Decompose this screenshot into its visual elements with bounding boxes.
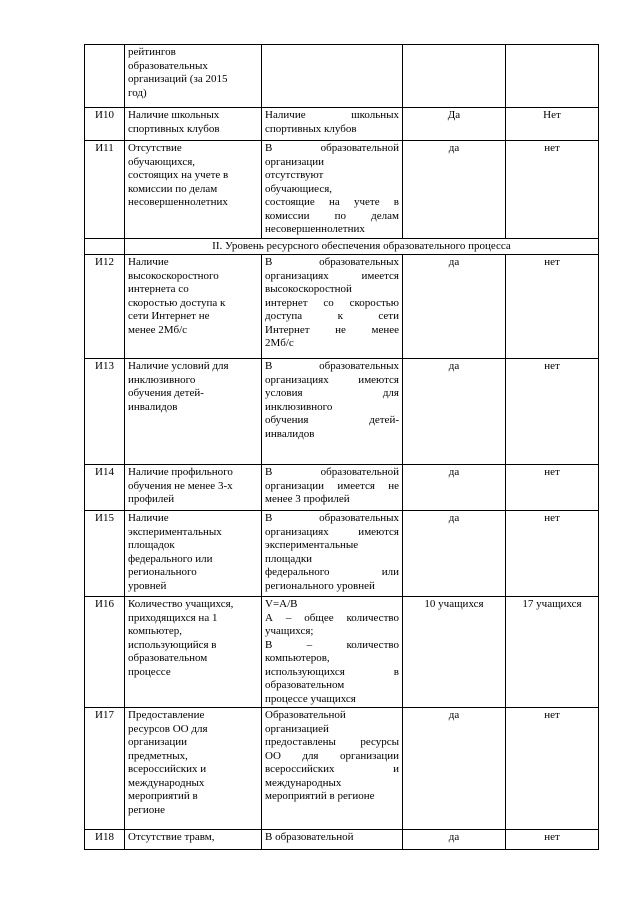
indicator-description-line: несовершеннолетних <box>265 223 365 235</box>
indicator-name-line: Наличие условий для <box>128 360 229 372</box>
indicator-description-line: процессе учащихся <box>265 692 356 705</box>
indicator-name <box>125 359 262 465</box>
indicator-name-line: уровней <box>128 579 167 592</box>
indicator-name-line: ресурсов ОО для <box>128 722 208 735</box>
indicator-name <box>125 511 262 597</box>
indicator-description-line: состоящие на учете в <box>265 196 399 208</box>
indicator-description <box>262 359 403 465</box>
indicator-description-line: площадки <box>265 552 313 565</box>
indicator-description <box>262 465 403 511</box>
indicator-name-line: обучающихся, <box>128 155 196 168</box>
indicator-id: И13 <box>85 359 125 465</box>
indicator-name <box>125 255 262 359</box>
indicator-description-line: обучающиеся, <box>265 182 333 195</box>
value-column-1: да <box>403 359 506 465</box>
indicator-name-line: комиссии по делам <box>128 182 218 195</box>
indicator-name-line: компьютер, <box>128 625 182 637</box>
indicator-description-line: организации имеется не <box>265 479 399 492</box>
indicator-description-line: В образовательных <box>265 360 399 372</box>
indicator-name-line: организаций (за 2015 <box>128 73 228 85</box>
indicator-name-line: Наличие <box>128 512 169 524</box>
indicator-description <box>262 708 403 830</box>
indicator-description-line: обучения детей- <box>265 414 399 426</box>
table-row <box>85 708 599 830</box>
indicator-description-line: федерального или <box>265 566 399 578</box>
table-row <box>85 597 599 708</box>
table-row <box>85 359 599 465</box>
indicator-description-line: А – общее количество <box>265 611 399 624</box>
indicator-name-line: Наличие профильного <box>128 466 233 478</box>
indicator-description-line: организации <box>265 155 325 168</box>
indicator-name-line: использующийся в <box>128 638 217 651</box>
indicator-name-line: год) <box>128 86 147 99</box>
indicator-description-line: отсутствуют <box>265 169 324 181</box>
indicator-id <box>85 45 125 108</box>
indicator-description-line: инклюзивного <box>265 400 333 413</box>
value-column-2: нет <box>506 511 599 597</box>
indicator-name-line: образовательном <box>128 652 208 664</box>
indicator-name-line: интернета со <box>128 283 189 295</box>
indicator-description-line: регионального уровней <box>265 579 375 592</box>
indicator-description-line: организацией <box>265 722 329 735</box>
section-header-row <box>85 238 599 255</box>
value-column-2: нет <box>506 141 599 239</box>
indicator-description-line: В – количество <box>265 638 399 651</box>
indicator-description-line: использующихся в <box>265 665 399 678</box>
indicator-name-line: спортивных клубов <box>128 122 220 135</box>
indicators-table <box>84 44 599 850</box>
indicator-name-line: регионе <box>128 803 166 816</box>
indicator-description <box>262 597 403 708</box>
indicator-name-line: Предоставление <box>128 709 205 721</box>
indicator-description-line: ОО для организации <box>265 749 399 762</box>
value-column-2: нет <box>506 830 599 850</box>
indicator-name-line: менее 2Мб/с <box>128 323 188 336</box>
indicator-id: И11 <box>85 141 125 239</box>
indicator-name <box>125 597 262 708</box>
indicator-description-line: инвалидов <box>265 427 315 440</box>
indicator-name-line: процессе <box>128 665 171 678</box>
table-row <box>85 465 599 511</box>
indicator-description-line: доступа к сети <box>265 310 399 322</box>
indicator-description-line: мероприятий в регионе <box>265 790 375 802</box>
indicator-description <box>262 511 403 597</box>
indicator-description-line: организациях имеются <box>265 373 399 386</box>
indicator-description-line: В образовательной <box>265 142 399 154</box>
indicator-description-line: 2Мб/с <box>265 337 294 349</box>
indicator-name-line: обучения не менее 3-х <box>128 479 233 492</box>
indicator-description-line: экспериментальные <box>265 539 359 551</box>
indicator-description-line: учащихся; <box>265 625 314 637</box>
indicator-name-line: сети Интернет не <box>128 310 210 322</box>
value-column-1: да <box>403 141 506 239</box>
value-column-1: да <box>403 708 506 830</box>
indicator-id: И14 <box>85 465 125 511</box>
value-column-2: 17 учащихся <box>506 597 599 708</box>
indicator-description-line: В образовательных <box>265 512 399 524</box>
table-row <box>85 108 599 141</box>
indicator-description-line: образовательном <box>265 679 345 691</box>
value-column-2 <box>506 45 599 108</box>
indicator-name <box>125 830 262 850</box>
indicator-name-line: несовершеннолетних <box>128 196 228 208</box>
indicator-name-line: организации <box>128 736 188 748</box>
indicator-name-line: обучения детей- <box>128 387 204 399</box>
indicator-id: И15 <box>85 511 125 597</box>
indicator-name-line: всероссийских и <box>128 763 207 775</box>
indicator-description-line: В образовательной <box>265 831 354 843</box>
value-column-1: да <box>403 511 506 597</box>
value-column-1: Да <box>403 108 506 141</box>
indicator-name-line: скоростью доступа к <box>128 296 226 309</box>
table-row <box>85 45 599 108</box>
indicator-description-line: В образовательной <box>265 466 399 478</box>
indicator-name-line: Отсутствие <box>128 142 182 154</box>
value-column-2: Нет <box>506 108 599 141</box>
indicator-description <box>262 830 403 850</box>
indicator-description-line: В образовательных <box>265 256 399 268</box>
indicator-description-line: Интернет не менее <box>265 323 399 336</box>
value-column-2: нет <box>506 708 599 830</box>
indicator-id: И18 <box>85 830 125 850</box>
indicator-name-line: Наличие <box>128 256 169 268</box>
indicator-name-line: рейтингов <box>128 46 176 58</box>
indicator-id: И12 <box>85 255 125 359</box>
indicator-id: И17 <box>85 708 125 830</box>
indicator-name-line: инвалидов <box>128 400 178 413</box>
value-column-1: да <box>403 465 506 511</box>
indicator-description-line: менее 3 профилей <box>265 493 350 505</box>
indicator-description-line: спортивных клубов <box>265 122 357 135</box>
value-column-1: да <box>403 255 506 359</box>
indicator-description <box>262 45 403 108</box>
indicator-description <box>262 255 403 359</box>
indicator-description-line: компьютеров, <box>265 652 330 664</box>
indicator-name-line: Количество учащихся, <box>128 598 234 610</box>
value-column-1: да <box>403 830 506 850</box>
value-column-1: 10 учащихся <box>403 597 506 708</box>
value-column-1 <box>403 45 506 108</box>
indicator-name <box>125 708 262 830</box>
indicator-description <box>262 141 403 239</box>
indicator-id: И16 <box>85 597 125 708</box>
indicator-name-line: регионального <box>128 566 197 578</box>
table-row <box>85 830 599 850</box>
indicator-description-line: V=A/B <box>265 598 298 610</box>
value-column-2: нет <box>506 359 599 465</box>
indicators-table-body <box>85 45 599 850</box>
value-column-2: нет <box>506 255 599 359</box>
table-row <box>85 141 599 239</box>
indicator-description-line: международных <box>265 776 342 789</box>
indicator-name-line: международных <box>128 776 205 789</box>
indicator-description-line: интернет со скоростью <box>265 296 399 309</box>
indicator-id: И10 <box>85 108 125 141</box>
indicator-description-line: Наличие школьных <box>265 109 399 121</box>
indicator-name-line: предметных, <box>128 749 188 762</box>
indicator-name-line: федерального или <box>128 552 213 565</box>
indicator-name <box>125 45 262 108</box>
indicator-name-line: приходящихся на 1 <box>128 611 218 624</box>
indicator-description-line: высокоскоростной <box>265 283 352 295</box>
indicator-name <box>125 465 262 511</box>
indicator-name-line: профилей <box>128 493 175 505</box>
indicator-name <box>125 108 262 141</box>
indicator-description-line: организациях имеется <box>265 269 399 282</box>
value-column-2: нет <box>506 465 599 511</box>
indicator-name-line: площадок <box>128 539 175 551</box>
indicator-description-line: предоставлены ресурсы <box>265 736 399 748</box>
table-row <box>85 511 599 597</box>
indicator-name-line: мероприятий в <box>128 790 198 802</box>
indicator-name-line: экспериментальных <box>128 525 222 538</box>
indicator-description-line: Образовательной <box>265 709 346 721</box>
indicator-name-line: образовательных <box>128 59 208 72</box>
indicator-name <box>125 141 262 239</box>
indicator-name-line: высокоскоростного <box>128 269 219 282</box>
indicator-description-line: организациях имеются <box>265 525 399 538</box>
indicator-name-line: состоящих на учете в <box>128 169 229 181</box>
indicator-name-line: инклюзивного <box>128 373 196 386</box>
indicator-description-line: условия для <box>265 387 399 399</box>
indicator-name-line: Наличие школьных <box>128 109 220 121</box>
indicator-name-line: Отсутствие травм, <box>128 831 215 843</box>
indicator-description-line: комиссии по делам <box>265 209 399 222</box>
section-title: II. Уровень ресурсного обеспечения образовательного процесса <box>125 238 599 255</box>
indicator-description-line: всероссийских и <box>265 763 399 775</box>
section-id-cell <box>85 238 125 255</box>
indicator-description <box>262 108 403 141</box>
table-row <box>85 255 599 359</box>
